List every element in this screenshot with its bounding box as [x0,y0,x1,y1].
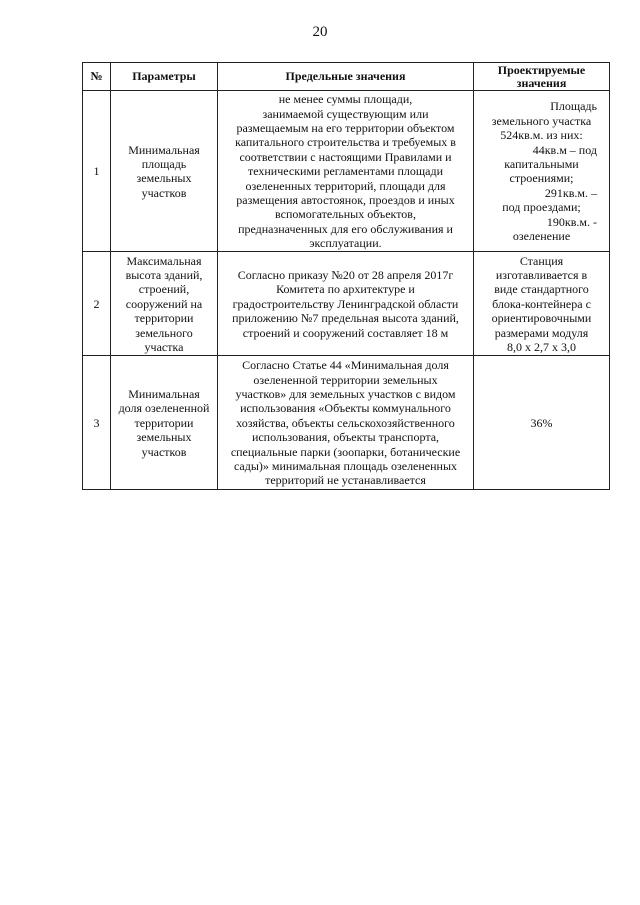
projected-line: под проездами; [502,200,581,215]
limit-line: использования «Объекты коммунального [240,401,451,416]
limit-line: градостроительству Ленинградской области [232,296,459,311]
projected-value-cell [474,91,610,252]
parameter-cell [111,91,218,252]
parameter-line: земельных [136,430,192,445]
projected-line: 8,0 х 2,7 х 3,0 [507,339,576,354]
projected-line: виде стандартного [494,282,589,297]
limit-line: вспомогательных объектов, [275,207,416,222]
projected-line: 36% [530,415,553,430]
parameter-line: Максимальная [126,253,202,268]
limit-line: озелененной территории земельных [253,372,438,387]
limit-line: использования, объекты транспорта, [251,430,440,445]
limit-line: участков» для земельных участков с видом [235,387,456,401]
limit-line: капитального строительства и требуемых в [235,135,456,150]
projected-line: Площадь [550,99,597,114]
projected-line: 190кв.м. - [546,214,597,229]
table-row [83,91,610,252]
projected-line: земельного участка [491,113,592,128]
row-number: 2 [83,252,111,356]
parameter-line: земельного [135,325,193,340]
limit-line: строений и сооружений составляет 18 м [242,325,449,340]
page-number: 20 [312,24,328,40]
projected-line: 524кв.м. из них: [500,128,583,143]
projected-value-cell [474,252,610,356]
parameter-line: площадь [141,156,187,171]
limit-line: приложению №7 предельная высота зданий, [232,311,459,326]
parameter-line: территории [134,415,194,430]
limit-value-cell [218,252,474,356]
limit-line: специальные парки (зоопарки, ботанические [230,444,461,459]
parameter-line: Минимальная [128,387,200,401]
projected-line: озеленение [512,228,571,243]
parameter-line: территории [134,311,194,326]
table-header-row [83,63,610,91]
limit-line: размещения автостоянок, проездов и иных [236,192,455,207]
limit-line: размещаемым на его территории объектом [236,120,455,135]
projected-line: изготавливается в [495,268,588,282]
limit-value-cell [218,91,474,252]
parameters-table [82,62,610,490]
table-row [83,356,610,490]
header-parameters: Параметры [111,63,218,91]
parameter-line: строений, [138,282,190,297]
limit-line: озелененных территорий, площади для [245,178,446,193]
limit-line: не менее суммы площади, [278,92,413,107]
limit-line: сады)» минимальная площадь озелененных [233,458,458,473]
parameter-line: Минимальная [128,142,200,157]
limit-line: эксплуатации. [309,236,382,251]
limit-line: территорий не устанавливается [265,473,426,488]
limit-line: Согласно приказу №20 от 28 апреля 2017г [237,268,454,282]
projected-line: Станция [519,253,564,268]
limit-line: Комитета по архитектуре и [276,282,415,297]
parameter-line: сооружений на [125,296,203,311]
parameter-line: земельных [136,171,192,186]
parameter-cell [111,356,218,490]
limit-line: занимаемой существующим или [262,106,429,121]
projected-line: размерами модуля [494,325,589,340]
row-number: 1 [83,91,111,252]
parameter-line: высота зданий, [125,268,203,282]
projected-line: блока-контейнера с [492,296,591,311]
parameter-cell [111,252,218,356]
header-limit-values: Предельные значения [218,63,474,91]
projected-line: 291кв.м. – [544,185,597,200]
projected-line: строениями; [509,171,574,186]
parameter-line: участков [141,444,187,459]
limit-line: предназначенных для его обслуживания и [238,221,453,236]
projected-line: ориентировочными [491,311,592,326]
parameter-line: участков [141,185,187,200]
table-row [83,252,610,356]
limit-value-cell [218,356,474,490]
projected-line: 44кв.м – под [532,142,597,157]
header-projected-values: Проектируемые значения [474,63,610,91]
header-number: № [83,63,111,91]
limit-line: хозяйства, объекты сельскохозяйственного [236,415,455,430]
limit-line: Согласно Статье 44 «Минимальная доля [242,358,449,373]
limit-line: соответствии с настоящими Правилами и [239,149,452,164]
parameter-line: участка [144,339,184,354]
parameter-line: доля озелененной [118,401,210,416]
projected-line: капитальными [504,156,579,171]
projected-value-cell [474,356,610,490]
limit-line: техническими регламентами площади [247,164,444,179]
row-number: 3 [83,356,111,490]
